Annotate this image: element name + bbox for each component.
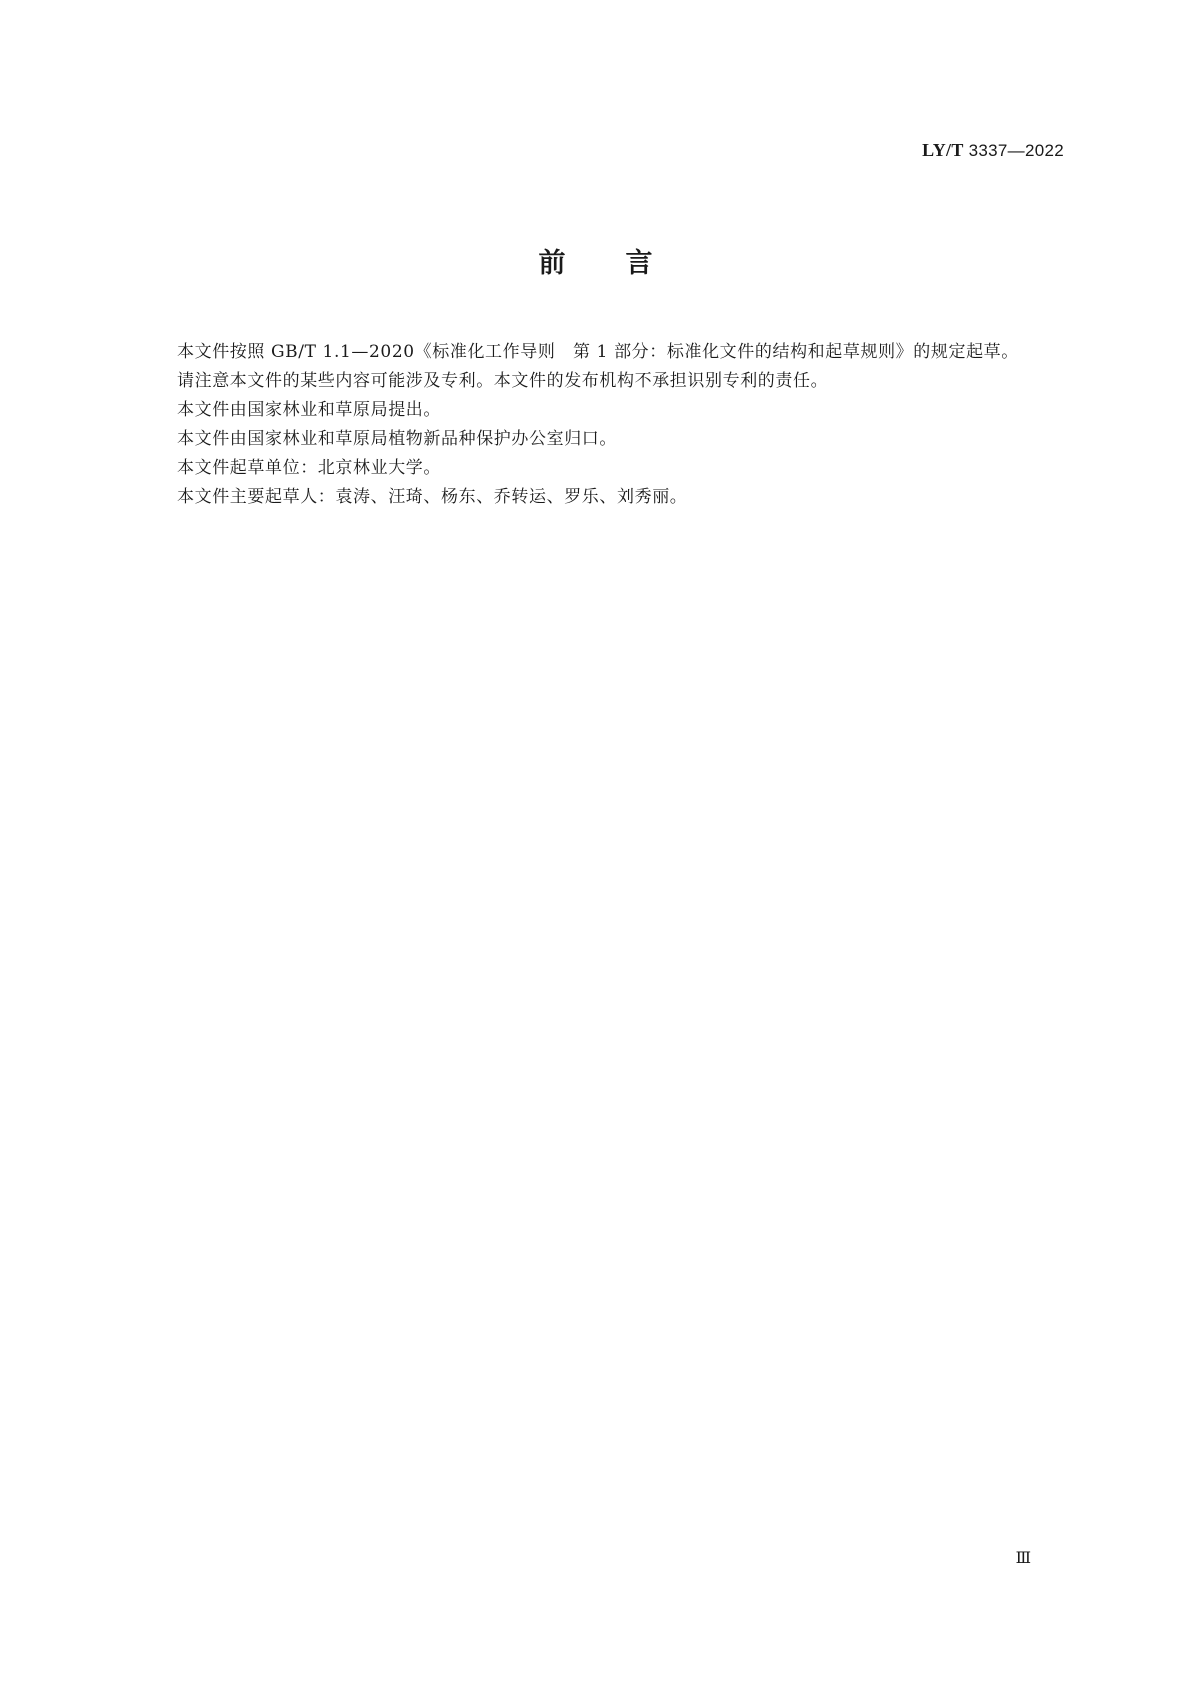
paragraph-administered-by: 本文件由国家林业和草原局植物新品种保护办公室归口。	[177, 429, 617, 449]
page-number: Ⅲ	[1015, 1550, 1031, 1567]
paragraph-drafting-organization: 本文件起草单位：北京林业大学。	[177, 458, 441, 478]
paragraph-drafting-rules: 本文件按照 GB/T 1.1—2020《标准化工作导则 第 1 部分：标准化文件的结构和起草规则》的规定起草。	[177, 342, 1019, 362]
paragraph-proposed-by: 本文件由国家林业和草原局提出。	[177, 400, 441, 420]
standard-code	[922, 140, 1064, 161]
standard-code-number: 3337—2022	[968, 141, 1064, 160]
paragraph-patent-notice: 请注意本文件的某些内容可能涉及专利。本文件的发布机构不承担识别专利的责任。	[177, 371, 829, 391]
page-title: 前言	[538, 248, 713, 279]
foreword-body	[143, 338, 1065, 512]
paragraph-drafters: 本文件主要起草人：袁涛、汪琦、杨东、乔转运、罗乐、刘秀丽。	[177, 487, 688, 507]
standard-code-prefix: LY/T	[922, 140, 964, 160]
